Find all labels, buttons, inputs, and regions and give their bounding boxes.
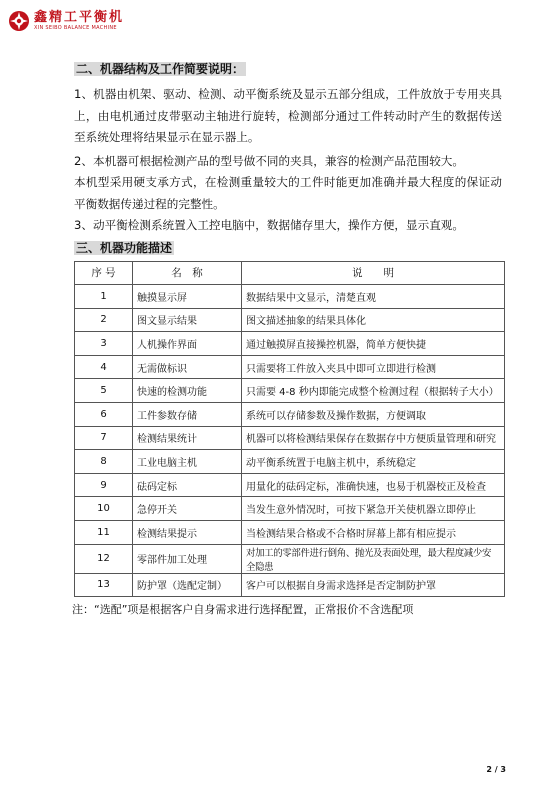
- row-no: 9: [75, 473, 133, 497]
- page-number: 2 / 3: [486, 765, 506, 774]
- row-desc: 机器可以将检测结果保存在数据存中方便质量管理和研究: [242, 426, 505, 450]
- row-name: 人机操作界面: [133, 332, 242, 356]
- row-name: 触摸显示屏: [133, 285, 242, 309]
- column-header-desc: 说 明: [242, 261, 505, 285]
- table-row: [75, 332, 505, 356]
- row-name: 快速的检测功能: [133, 379, 242, 403]
- row-no: 11: [75, 521, 133, 545]
- section-3-title: 三、机器功能描述: [76, 240, 173, 255]
- row-name: 工件参数存储: [133, 403, 242, 427]
- row-no: 2: [75, 308, 133, 332]
- column-header-no: 序 号: [75, 261, 133, 285]
- section-2-title: 二、机器结构及工作简要说明：: [76, 62, 245, 76]
- section-3-heading: [74, 239, 502, 257]
- row-no: 8: [75, 450, 133, 474]
- table-row: [75, 497, 505, 521]
- paragraph-4: 3、动平衡检测系统置入工控电脑中，数据储存里大，操作方便，显示直观。: [74, 218, 464, 232]
- header: [8, 6, 124, 36]
- row-desc: 只需要 4-8 秒内即能完成整个检测过程（根据转子大小）: [242, 379, 505, 403]
- table-row: [75, 544, 505, 573]
- row-no: 6: [75, 403, 133, 427]
- document-body: [74, 60, 502, 619]
- row-name: 工业电脑主机: [133, 450, 242, 474]
- row-no: 7: [75, 426, 133, 450]
- row-no: 3: [75, 332, 133, 356]
- row-name: 砝码定标: [133, 473, 242, 497]
- row-desc: 系统可以存储参数及操作数据，方便调取: [242, 403, 505, 427]
- table-row: [75, 426, 505, 450]
- paragraph-3: 本机型采用硬支承方式，在检测重量较大的工件时能更加准确并最大程度的保证动平衡数据传递过程的完整性。: [74, 175, 502, 211]
- table-row: [75, 285, 505, 309]
- paragraph-1: 1、机器由机架、驱动、检测、动平衡系统及显示五部分组成，工件放放于专用夹具上，由电机通过皮带驱动主轴进行旋转，检测部分通过工件转动时产生的数据传送至系统处理将结果显示在显示器上。: [74, 87, 502, 144]
- row-name: 检测结果统计: [133, 426, 242, 450]
- function-table: [74, 261, 505, 598]
- paragraph-2: 2、本机器可根据检测产品的型号做不同的夹具，兼容的检测产品范围较大。: [74, 153, 464, 168]
- logo-text: [34, 10, 124, 32]
- row-desc: 用量化的砝码定标，准确快速，也易于机器校正及检查: [242, 473, 505, 497]
- row-desc: 当检测结果合格或不合格时屏幕上都有相应提示: [242, 521, 505, 545]
- row-name: 无需做标识: [133, 355, 242, 379]
- row-desc: 数据结果中文显示，清楚直观: [242, 285, 505, 309]
- table-row: [75, 308, 505, 332]
- row-no: 5: [75, 379, 133, 403]
- row-no: 12: [75, 544, 133, 573]
- row-no: 1: [75, 285, 133, 309]
- row-desc: 动平衡系统置于电脑主机中，系统稳定: [242, 450, 505, 474]
- table-row: [75, 450, 505, 474]
- row-desc: 通过触摸屏直接操控机器，简单方便快捷: [242, 332, 505, 356]
- table-header-row: [75, 261, 505, 285]
- row-desc: 对加工的零部件进行倒角、抛光及表面处理，最大程度减少安全隐患: [242, 544, 505, 573]
- table-row: [75, 355, 505, 379]
- logo-icon: [8, 10, 30, 32]
- table-row: [75, 379, 505, 403]
- row-name: 图文显示结果: [133, 308, 242, 332]
- section-2-heading: [74, 60, 502, 78]
- column-header-name: 名 称: [133, 261, 242, 285]
- table-row: [75, 521, 505, 545]
- row-desc: 客户可以根据自身需求选择是否定制防护罩: [242, 573, 505, 597]
- row-name: 急停开关: [133, 497, 242, 521]
- row-name: 检测结果提示: [133, 521, 242, 545]
- row-name: 防护罩（选配定制）: [133, 573, 242, 597]
- table-note: 注：“选配”项是根据客户自身需求进行选择配置，正常报价不含选配项: [72, 603, 414, 617]
- table-row: [75, 403, 505, 427]
- row-desc: 图文描述抽象的结果具体化: [242, 308, 505, 332]
- logo-chinese: 鑫精工平衡机: [34, 10, 125, 25]
- logo-english: XIN SEIBO BALANCE MACHINE: [34, 25, 117, 31]
- row-no: 13: [75, 573, 133, 597]
- table-row: [75, 473, 505, 497]
- row-desc: 只需要将工件放入夹具中即可立即进行检测: [242, 355, 505, 379]
- row-name: 零部件加工处理: [133, 544, 242, 573]
- row-no: 10: [75, 497, 133, 521]
- row-desc: 当发生意外情况时，可按下紧急开关使机器立即停止: [242, 497, 505, 521]
- row-no: 4: [75, 355, 133, 379]
- table-row: [75, 573, 505, 597]
